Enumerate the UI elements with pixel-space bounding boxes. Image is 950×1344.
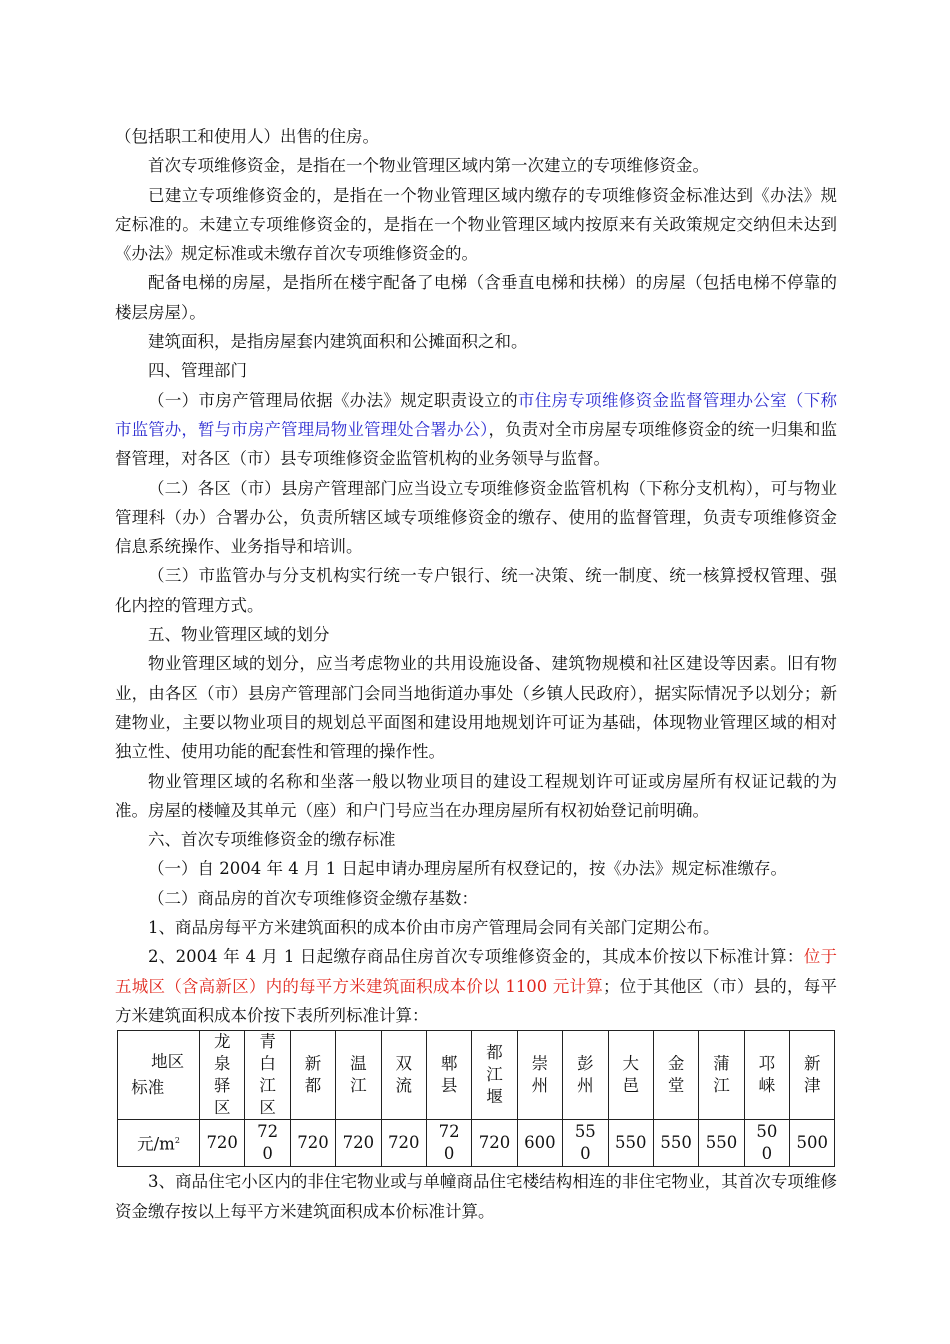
value-cell: 550 [653,1120,698,1167]
district-header-cell: 郫县 [426,1031,471,1120]
district-header-cell: 双流 [381,1031,426,1120]
value-cell: 720 [200,1120,245,1167]
paragraph: （包括职工和使用人）出售的住房。 [115,127,379,146]
table-corner-cell [118,1031,200,1120]
value-cell: 720 [245,1120,290,1167]
value-cell: 720 [290,1120,335,1167]
unit-cell: 元$/m^2$ [118,1120,200,1167]
value-cell: 550 [608,1120,653,1167]
district-header-cell: 温江 [336,1031,381,1120]
paragraph: 已建立专项维修资金的，是指在一个物业管理区域内缴存的专项维修资金标准达到《办法》规定标准的。未建立专项维修资金的，是指在一个物业管理区域内按原来有关政策规定交纳但未达到《办法》规定标准或未缴存首次专项维修资金的。 [115,185,837,264]
district-header-cell: 大邑 [608,1031,653,1120]
text-run: （一）市房产管理局依据《办法》规定职责设立的 [148,390,518,410]
paragraph: 1、商品房每平方米建筑面积的成本价由市房产管理局会同有关部门定期公布。 [148,918,720,938]
district-header-cell: 新都 [290,1031,335,1120]
table-value-row [118,1120,835,1167]
paragraph: 建筑面积，是指房屋套内建筑面积和公摊面积之和。 [148,332,528,352]
district-header-cell: 青白江区 [245,1031,290,1120]
value-cell: 500 [744,1120,789,1167]
paragraph [115,942,837,1030]
value-cell: 600 [517,1120,562,1167]
district-header-cell: 金堂 [653,1031,698,1120]
value-cell: 720 [336,1120,381,1167]
value-cell: 720 [426,1120,471,1167]
document-page [115,122,837,1226]
district-header-cell: 都江堰 [472,1031,517,1120]
district-header-cell: 龙泉驿区 [200,1031,245,1120]
highlighted-text: 位于五城区（含高新区）内的每平方米建筑面积成本价以 1100 元计算 [115,947,837,996]
header-label-district: 地区 [151,1052,185,1072]
district-header-cell: 崇州 [517,1031,562,1120]
district-header-cell: 彭州 [563,1031,608,1120]
text-run: 2、2004 年 4 月 1 日起缴存商品住房首次专项维修资金的，其成本价按以下标准计算： [148,947,804,967]
value-cell: 720 [381,1120,426,1167]
paragraph: 配备电梯的房屋，是指所在楼宇配备了电梯（含垂直电梯和扶梯）的房屋（包括电梯不停靠的楼层房屋）。 [115,273,837,322]
text-run: ，负责对全市房屋专项维修资金的统一归集和监督管理，对各区（市）县专项维修资金监管机构的业务领导与监督。 [115,419,838,469]
highlighted-text: 市住房专项维修资金监督管理办公室（下称市监管办，暂与市房产管理局物业管理处合署办公） [115,390,837,439]
value-cell: 720 [472,1120,517,1167]
table-header-row [118,1031,835,1120]
cost-price-table [117,1030,835,1167]
paragraph: （二）各区（市）县房产管理部门应当设立专项维修资金监管机构（下称分支机构），可与物业管理科（办）合署办公，负责所辖区域专项维修资金的缴存、使用的监督管理，负责专项维修资金信息系统操作、业务指导和培训。 [115,478,837,557]
district-header-cell: 蒲江 [699,1031,744,1120]
text-run: ；位于其他区（市）县的，每平方米建筑面积成本价按下表所列标准计算： [115,976,838,1025]
section-heading: 五、物业管理区域的划分 [148,625,330,645]
value-cell: 550 [563,1120,608,1167]
district-header-cell: 新津 [790,1031,835,1120]
paragraph: 物业管理区域的名称和坐落一般以物业项目的建设工程规划许可证或房屋所有权证记载的为准。房屋的楼幢及其单元（座）和户门号应当在办理房屋所有权初始登记前明确。 [115,771,837,820]
value-cell: 550 [699,1120,744,1167]
value-cell: 500 [790,1120,835,1167]
section-heading: 六、首次专项维修资金的缴存标准 [148,830,396,850]
district-header-cell: 邛崃 [744,1031,789,1120]
paragraph: 3、商品住宅小区内的非住宅物业或与单幢商品住宅楼结构相连的非住宅物业，其首次专项维修资金缴存按以上每平方米建筑面积成本价标准计算。 [115,1172,837,1221]
header-label-standard: 标准 [131,1078,165,1098]
paragraph: （二）商品房的首次专项维修资金缴存基数： [148,888,478,908]
paragraph [115,386,837,474]
section-heading: 四、管理部门 [148,361,247,381]
paragraph: （三）市监管办与分支机构实行统一专户银行、统一决策、统一制度、统一核算授权管理、强化内控的管理方式。 [115,566,837,615]
paragraph: （一）自 2004 年 4 月 1 日起申请办理房屋所有权登记的，按《办法》规定标准缴存。 [148,859,787,879]
paragraph: 物业管理区域的划分，应当考虑物业的共用设施设备、建筑物规模和社区建设等因素。旧有物业，由各区（市）县房产管理部门会同当地街道办事处（乡镇人民政府），据实际情况予以划分；新建物业，主要以物业项目的规划总平面图和建设用地规划许可证为基础，体现物业管理区域的相对独立性、使用功能的配套性和管理的操作性。 [115,654,837,762]
paragraph: 首次专项维修资金，是指在一个物业管理区域内第一次建立的专项维修资金。 [148,156,709,176]
